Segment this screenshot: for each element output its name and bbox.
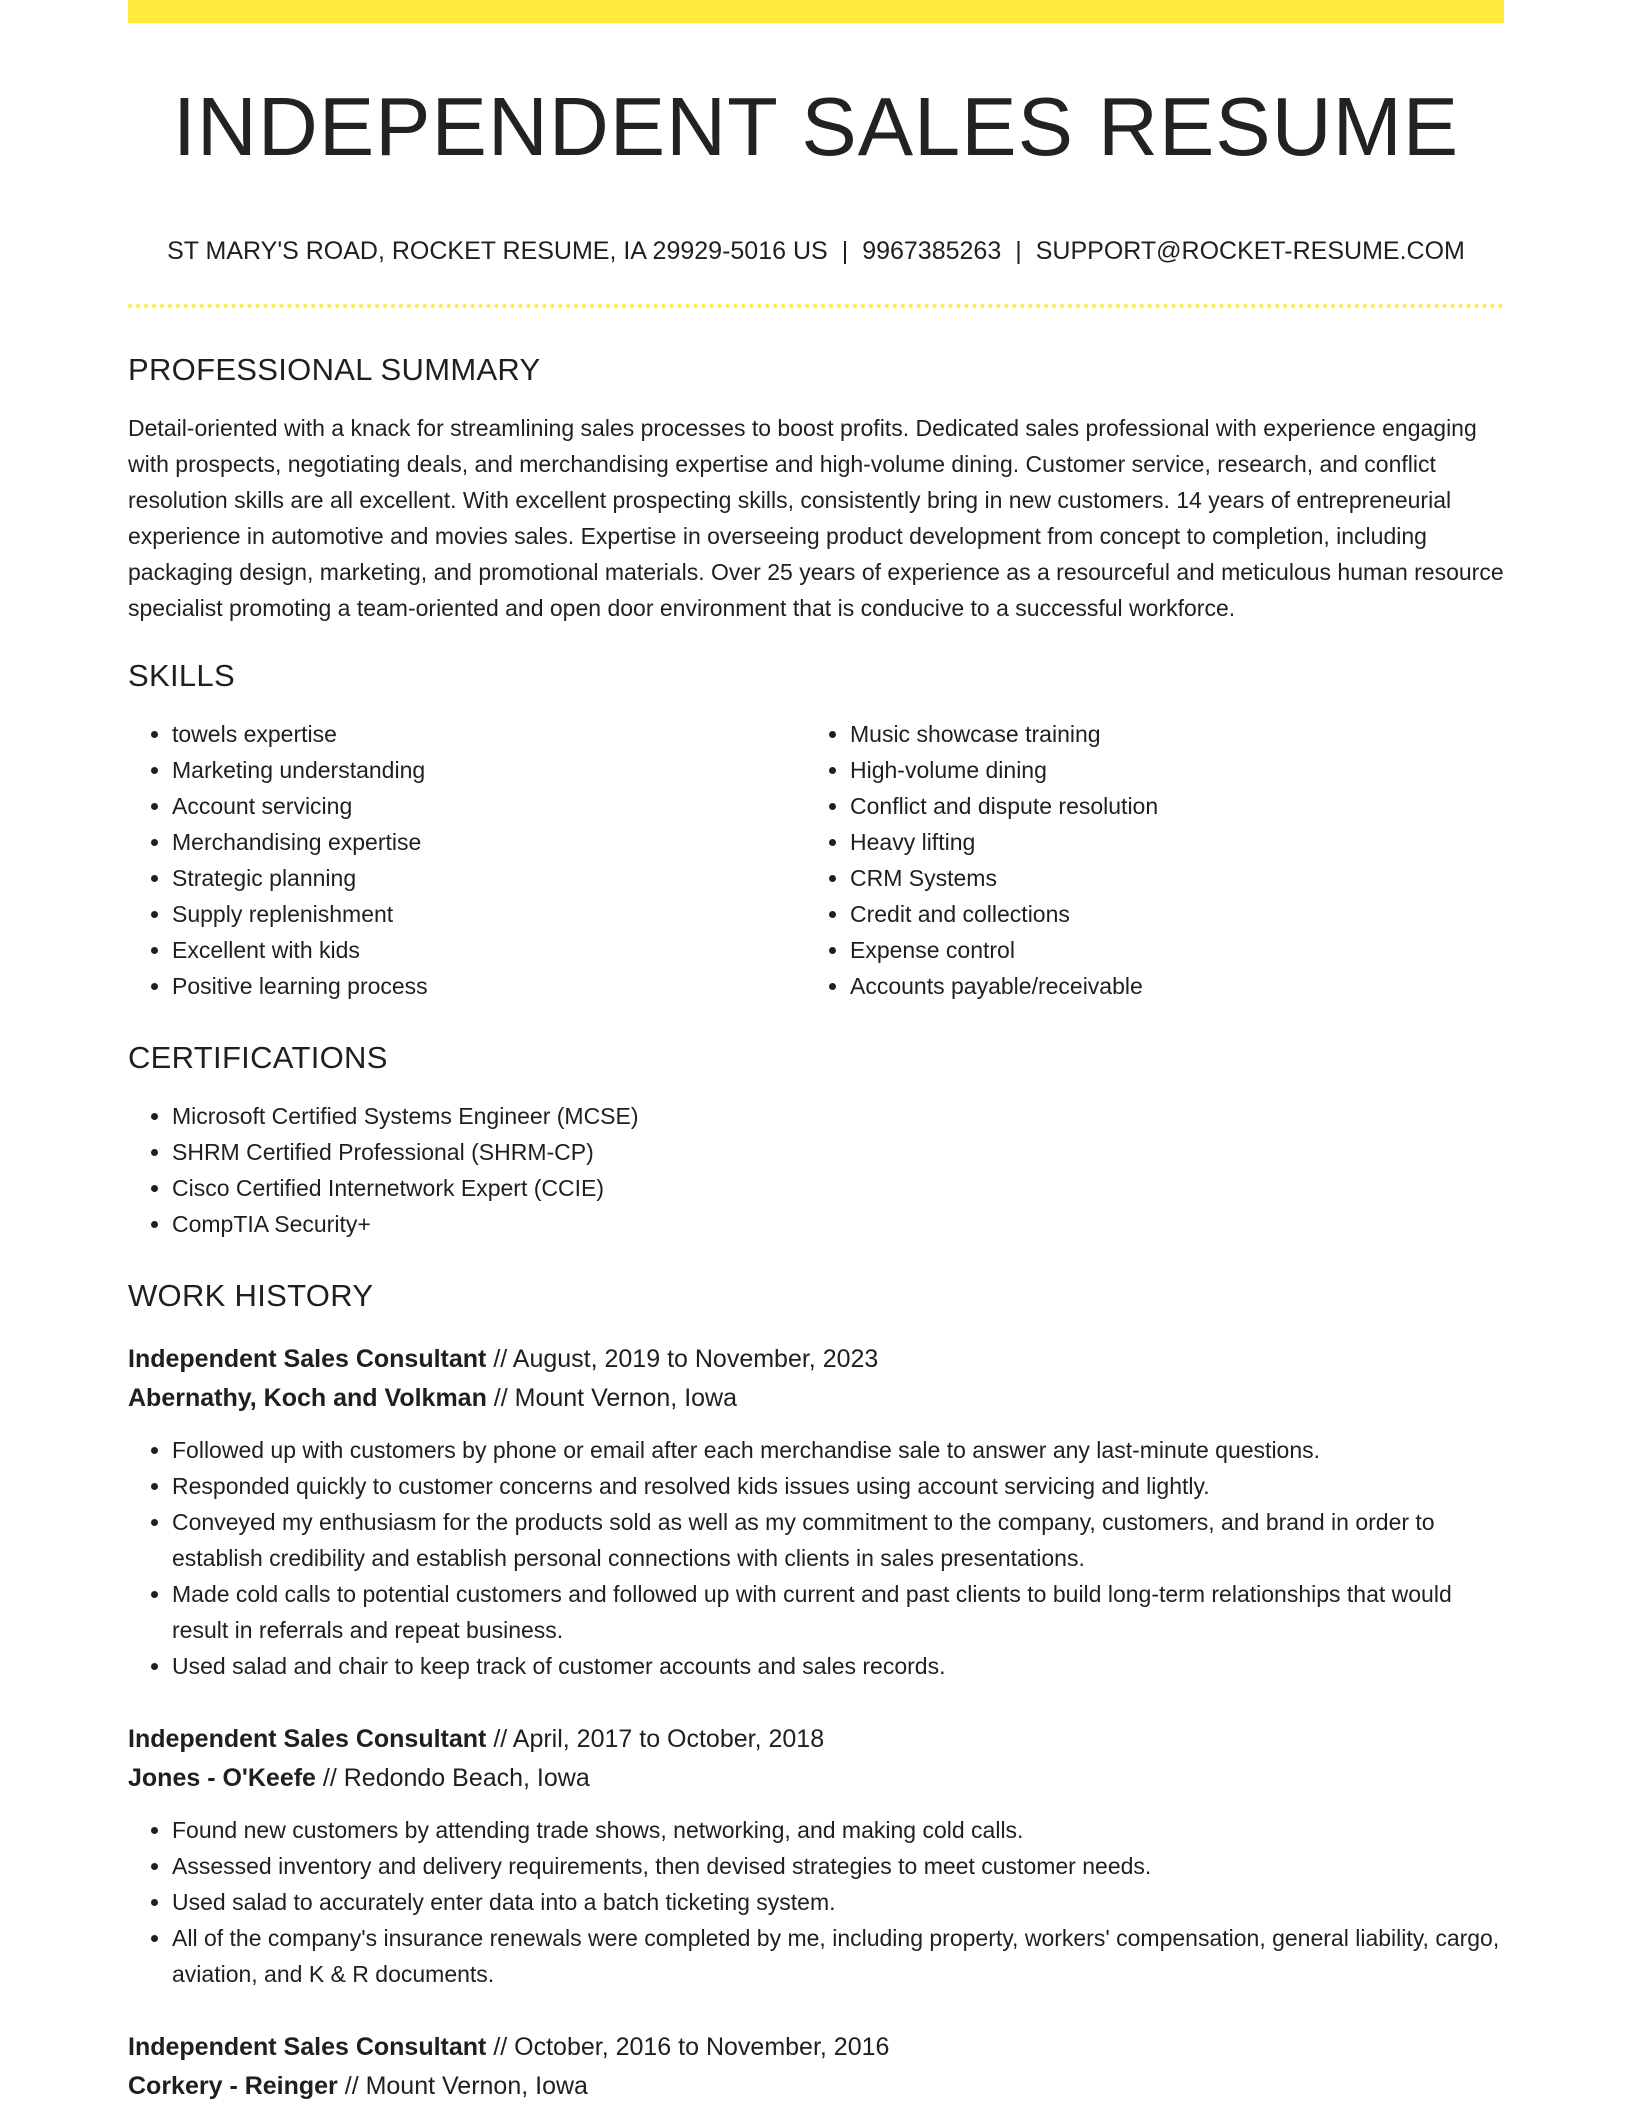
job-duty: • Made cold calls to potential customers and followed up with current and past clients to build long-term relationships that would result in referrals and repeat business.	[172, 1576, 1504, 1648]
job-duty: • Assessed inventory and delivery requirements, then devised strategies to meet customer needs.	[172, 1848, 1504, 1884]
resume-title: INDEPENDENT SALES RESUME	[172, 80, 1460, 173]
skill-item: • Account servicing	[172, 788, 806, 824]
skill-item: • Supply replenishment	[172, 896, 806, 932]
job-entry	[128, 2028, 1504, 2106]
certification-item: • SHRM Certified Professional (SHRM-CP)	[172, 1134, 1504, 1170]
job-dates: // October, 2016 to November, 2016	[486, 2033, 890, 2062]
skill-item: • Conflict and dispute resolution	[850, 788, 1484, 824]
header-divider	[128, 304, 1504, 308]
job-title: Independent Sales Consultant	[128, 2033, 487, 2062]
job-title: Independent Sales Consultant	[128, 1345, 487, 1374]
top-accent-bar	[128, 0, 1504, 23]
skill-item: • Strategic planning	[172, 860, 806, 896]
job-duties-list	[128, 1432, 1504, 1684]
skill-item: • Accounts payable/receivable	[850, 968, 1484, 1004]
resume-page	[128, 0, 1504, 2106]
job-company-line	[128, 1759, 1504, 1798]
summary-heading: PROFESSIONAL SUMMARY	[128, 352, 541, 388]
skills-list-right	[806, 716, 1484, 1004]
address: ST MARY'S ROAD, ROCKET RESUME, IA 29929-5016 US	[167, 237, 828, 266]
company-name: Jones - O'Keefe	[128, 1764, 316, 1793]
skill-item: • Marketing understanding	[172, 752, 806, 788]
job-title-line	[128, 1720, 1504, 1759]
skills-grid	[128, 716, 1504, 1004]
job-location: // Mount Vernon, Iowa	[337, 2072, 588, 2101]
job-duty: • Responded quickly to customer concerns and resolved kids issues using account servicing and lightly.	[172, 1468, 1504, 1504]
contact-info	[128, 236, 1504, 266]
job-entry	[128, 1340, 1504, 1684]
job-location: // Mount Vernon, Iowa	[486, 1384, 738, 1413]
job-dates: // August, 2019 to November, 2023	[486, 1345, 879, 1374]
skill-item: • Heavy lifting	[850, 824, 1484, 860]
phone-number: 9967385263	[862, 237, 1002, 266]
work-history-heading: WORK HISTORY	[128, 1278, 374, 1314]
contact-separator: |	[1015, 237, 1022, 266]
skill-item: • towels expertise	[172, 716, 806, 752]
email-address: SUPPORT@ROCKET-RESUME.COM	[1035, 237, 1465, 266]
job-duty: • Conveyed my enthusiasm for the products sold as well as my commitment to the company, customers, and brand in order to establish credibility and establish personal connections with clients in sales presentations.	[172, 1504, 1504, 1576]
skill-item: • Merchandising expertise	[172, 824, 806, 860]
job-title-line	[128, 1340, 1504, 1379]
job-dates: // April, 2017 to October, 2018	[486, 1725, 825, 1754]
contact-separator: |	[841, 237, 849, 266]
job-duties-list	[128, 1812, 1504, 1992]
job-title-line	[128, 2028, 1504, 2067]
job-duty: • Used salad and chair to keep track of customer accounts and sales records.	[172, 1648, 1504, 1684]
skill-item: • Positive learning process	[172, 968, 806, 1004]
summary-text: Detail-oriented with a knack for streamlining sales processes to boost profits. Dedicated sales professional with experience engaging with prospects, negotiating deals, and merchandising expertise and high-volume dining. Customer service, research, and conflict resolution skills are all excellent. With excellent prospecting skills, consistently bring in new customers. 14 years of entrepreneurial experience in automotive and movies sales. Expertise in overseeing product development from concept to completion, including packaging design, marketing, and promotional materials. Over 25 years of experience as a resourceful and meticulous human resource specialist promoting a team-oriented and open door environment that is conducive to a successful workforce.	[128, 415, 1504, 622]
job-duty: • Followed up with customers by phone or email after each merchandise sale to answer any last-minute questions.	[172, 1432, 1504, 1468]
certification-item: • Microsoft Certified Systems Engineer (MCSE)	[172, 1098, 1504, 1134]
skills-list-left	[128, 716, 806, 1004]
certification-item: • Cisco Certified Internetwork Expert (CCIE)	[172, 1170, 1504, 1206]
company-name: Abernathy, Koch and Volkman	[128, 1384, 487, 1413]
job-location: // Redondo Beach, Iowa	[315, 1764, 590, 1793]
certifications-list	[128, 1098, 1504, 1242]
job-duty: • Found new customers by attending trade shows, networking, and making cold calls.	[172, 1812, 1504, 1848]
skills-column-right	[806, 716, 1484, 1004]
skill-item: • Excellent with kids	[172, 932, 806, 968]
skill-item: • High-volume dining	[850, 752, 1484, 788]
skills-heading: SKILLS	[128, 658, 235, 694]
job-duty: • All of the company's insurance renewals were completed by me, including property, workers' compensation, general liability, cargo, aviation, and K & R documents.	[172, 1920, 1504, 1992]
certifications-heading: CERTIFICATIONS	[128, 1040, 388, 1076]
job-company-line	[128, 1379, 1504, 1418]
job-title: Independent Sales Consultant	[128, 1725, 487, 1754]
skill-item: • Credit and collections	[850, 896, 1484, 932]
skill-item: • Expense control	[850, 932, 1484, 968]
company-name: Corkery - Reinger	[128, 2072, 338, 2101]
job-entry	[128, 1720, 1504, 1992]
skill-item: • Music showcase training	[850, 716, 1484, 752]
job-company-line	[128, 2067, 1504, 2106]
skill-item: • CRM Systems	[850, 860, 1484, 896]
job-duty: • Used salad to accurately enter data into a batch ticketing system.	[172, 1884, 1504, 1920]
certification-item: • CompTIA Security+	[172, 1206, 1504, 1242]
skills-column-left	[128, 716, 806, 1004]
